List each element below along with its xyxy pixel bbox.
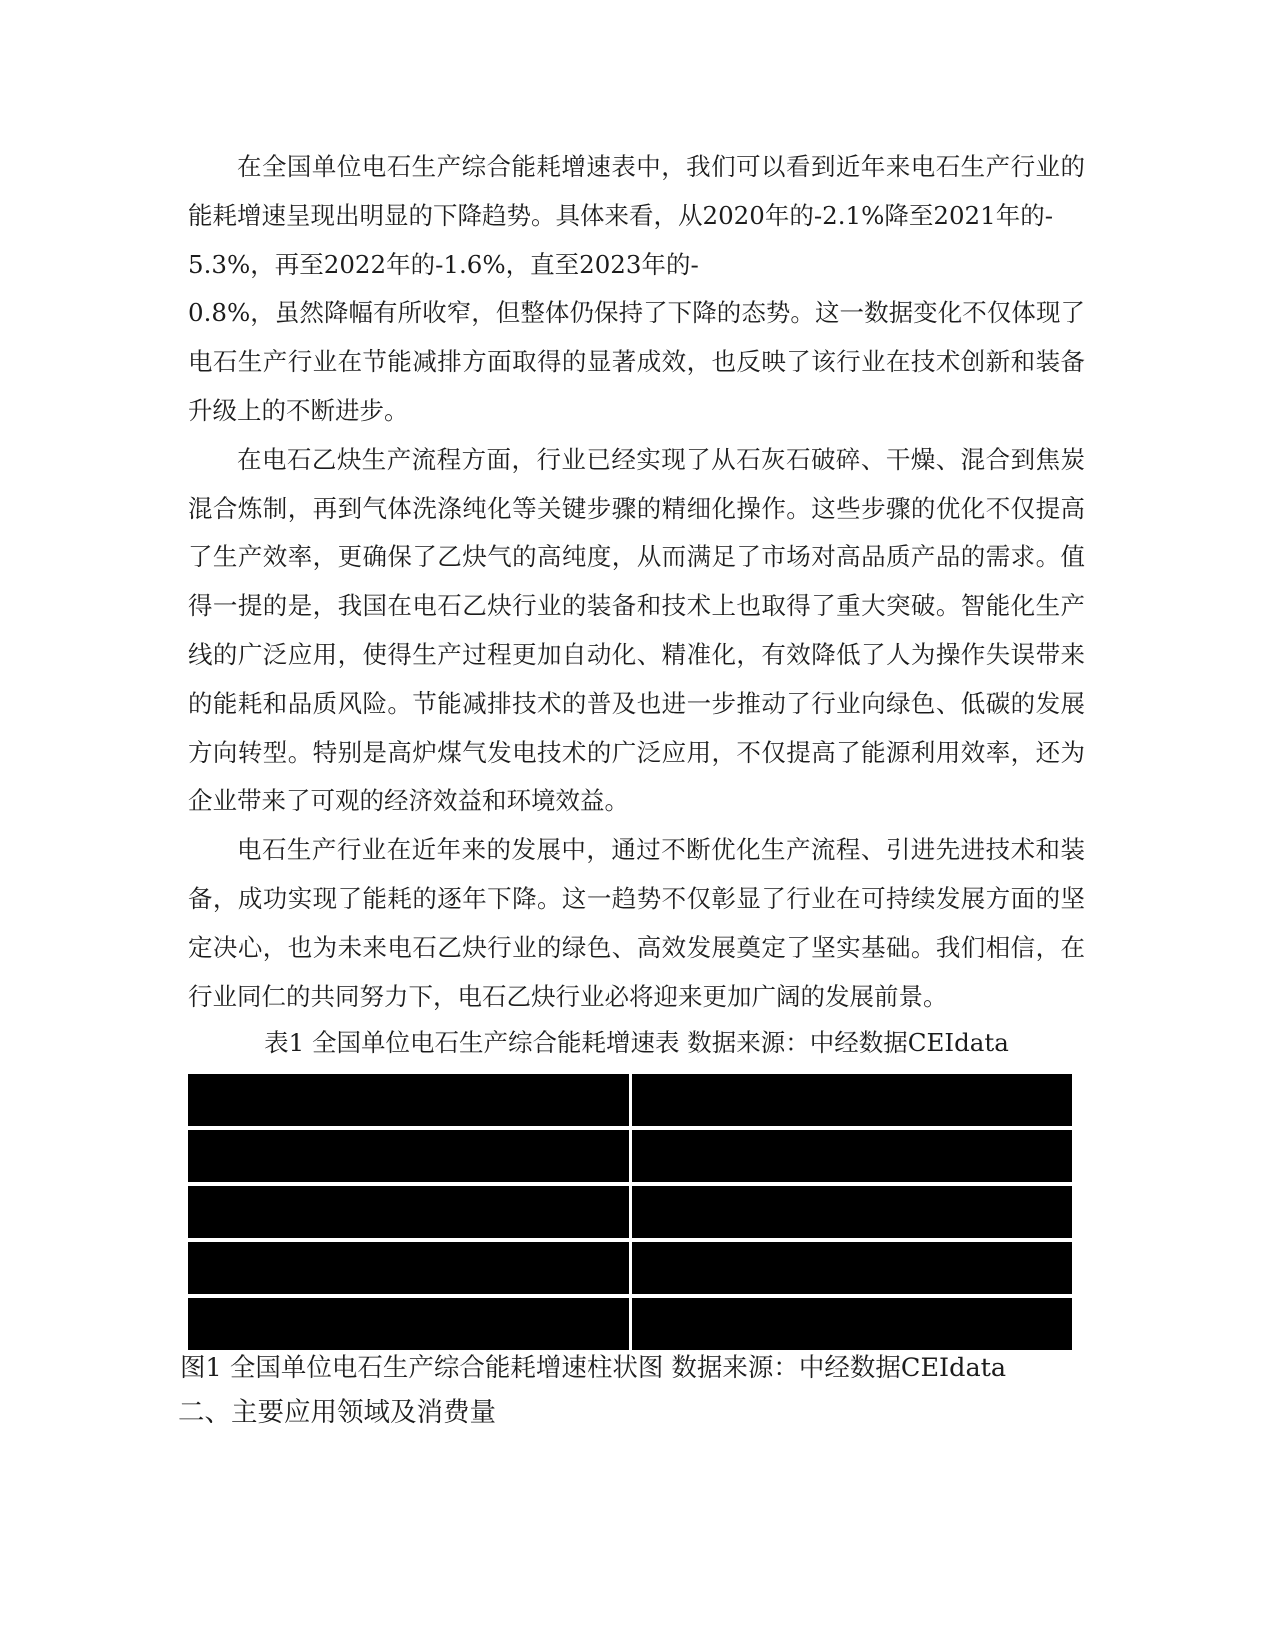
text-line: 得一提的是，我国在电石乙炔行业的装备和技术上也取得了重大突破。智能化生产 <box>188 591 1085 621</box>
figure-caption: 图1 全国单位电石生产综合能耗增速柱状图 数据来源：中经数据CEIdata <box>180 1353 1007 1383</box>
text-line: 混合炼制，再到气体洗涤纯化等关键步骤的精细化操作。这些步骤的优化不仅提高 <box>188 493 1085 523</box>
paragraph-1 <box>188 143 1085 436</box>
table-caption: 表1 全国单位电石生产综合能耗增速表 数据来源：中经数据CEIdata <box>264 1028 1009 1057</box>
text-line: 电石生产行业在近年来的发展中，通过不断优化生产流程、引进先进技术和装 <box>237 835 1085 865</box>
text-line: 定决心，也为未来电石乙炔行业的绿色、高效发展奠定了坚实基础。我们相信，在 <box>188 932 1085 962</box>
table-cell <box>632 1186 1073 1238</box>
table-cell <box>632 1074 1073 1126</box>
text-line: 在电石乙炔生产流程方面，行业已经实现了从石灰石破碎、干燥、混合到焦炭 <box>237 444 1085 474</box>
table-cell <box>188 1242 629 1294</box>
table-cell <box>188 1130 629 1182</box>
table-cell <box>188 1186 629 1238</box>
text-line: 了生产效率，更确保了乙炔气的高纯度，从而满足了市场对高品质产品的需求。值 <box>188 542 1085 572</box>
energy-consumption-table <box>188 1074 1072 1350</box>
body-text <box>188 143 1085 1021</box>
text-line: 线的广泛应用，使得生产过程更加自动化、精准化，有效降低了人为操作失误带来 <box>188 639 1085 669</box>
text-line: 在全国单位电石生产综合能耗增速表中，我们可以看到近年来电石生产行业的 <box>237 152 1085 181</box>
section-heading: 二、主要应用领域及消费量 <box>178 1397 496 1428</box>
text-line: 企业带来了可观的经济效益和环境效益。 <box>188 786 629 816</box>
text-line: 5.3%，再至2022年的-1.6%，直至2023年的- <box>188 249 699 279</box>
text-line: 备，成功实现了能耗的逐年下降。这一趋势不仅彰显了行业在可持续发展方面的坚 <box>188 883 1085 913</box>
table-cell <box>632 1130 1073 1182</box>
text-line: 电石生产行业在节能减排方面取得的显著成效，也反映了该行业在技术创新和装备 <box>188 347 1085 377</box>
table-cell <box>632 1298 1073 1350</box>
paragraph-3 <box>188 826 1085 1021</box>
text-line: 行业同仁的共同努力下，电石乙炔行业必将迎来更加广阔的发展前景。 <box>188 981 948 1011</box>
table-cell <box>188 1298 629 1350</box>
text-line: 能耗增速呈现出明显的下降趋势。具体来看，从2020年的-2.1%降至2021年的- <box>188 200 1053 230</box>
text-line: 方向转型。特别是高炉煤气发电技术的广泛应用，不仅提高了能源利用效率，还为 <box>188 737 1085 767</box>
text-line: 升级上的不断进步。 <box>188 395 409 425</box>
table-cell <box>632 1242 1073 1294</box>
table-cell <box>188 1074 629 1126</box>
text-line: 0.8%，虽然降幅有所收窄，但整体仍保持了下降的态势。这一数据变化不仅体现了 <box>188 298 1085 328</box>
paragraph-2 <box>188 436 1085 826</box>
text-line: 的能耗和品质风险。节能减排技术的普及也进一步推动了行业向绿色、低碳的发展 <box>188 688 1085 718</box>
